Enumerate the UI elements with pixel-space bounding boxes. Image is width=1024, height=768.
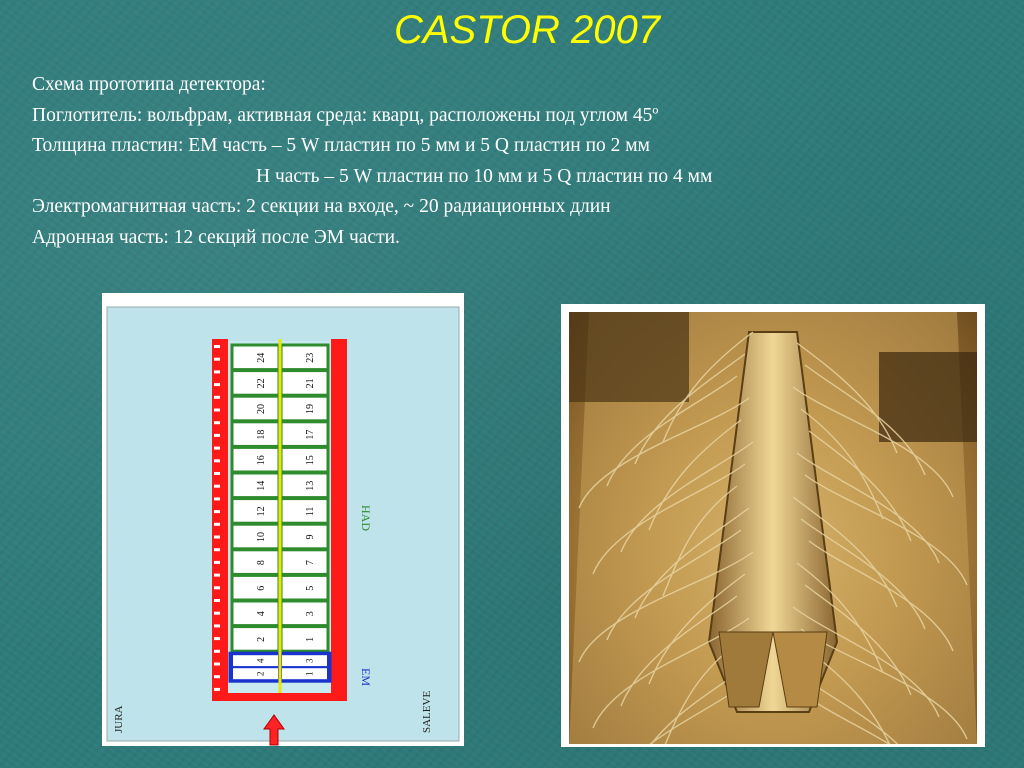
cell-number: 13 (304, 480, 316, 491)
cell-number: 8 (255, 560, 267, 566)
tick-mark (214, 459, 220, 462)
tick-mark (214, 561, 220, 564)
tick-mark (214, 383, 220, 386)
cell-number: 15 (304, 455, 316, 466)
saleve-label: SALEVE (421, 690, 433, 733)
tick-mark (214, 472, 220, 475)
bottom-red-bar (212, 693, 347, 701)
tick-mark (214, 637, 220, 640)
em-label: EM (359, 668, 373, 686)
tick-mark (214, 358, 220, 361)
had-label: HAD (359, 505, 373, 531)
cell-number: 3 (304, 611, 316, 617)
detector-photo-icon (569, 312, 977, 744)
tick-mark (214, 599, 220, 602)
right-red-bar (331, 339, 347, 701)
cell-number: 7 (304, 560, 316, 566)
cell-number: 20 (255, 404, 267, 414)
tick-mark (214, 485, 220, 488)
cell-number: 4 (255, 611, 267, 617)
cell-number: 2 (255, 636, 267, 642)
detector-schematic (102, 293, 464, 746)
em-cell-number: 1 (304, 671, 315, 676)
body-line-6: Адронная часть: 12 секций после ЭМ части. (32, 226, 400, 248)
tick-mark (214, 421, 220, 424)
slide-title: CASTOR 2007 (393, 8, 661, 52)
slide-body (32, 70, 992, 253)
cell-number: 19 (304, 404, 316, 414)
detector-photo-frame (561, 304, 985, 747)
cell-number: 24 (255, 352, 267, 363)
cell-number: 17 (304, 429, 316, 440)
cell-number: 23 (304, 352, 316, 363)
cell-number: 10 (255, 532, 267, 542)
tick-mark (214, 612, 220, 615)
tick-mark (214, 370, 220, 373)
jura-label: JURA (113, 705, 125, 733)
tick-mark (214, 434, 220, 437)
em-cell-number: 3 (304, 658, 315, 663)
cell-number: 21 (304, 378, 316, 389)
tick-mark (214, 650, 220, 653)
cell-number: 1 (304, 636, 316, 642)
body-line-2: Поглотитель: вольфрам, активная среда: кварц, расположены под углом 45º (32, 104, 659, 126)
tick-mark (214, 548, 220, 551)
tick-mark (214, 574, 220, 577)
em-cell-number: 2 (255, 671, 266, 676)
cell-number: 16 (255, 455, 267, 466)
cell-number: 22 (255, 378, 267, 389)
body-line-4: H часть – 5 W пластин по 10 мм и 5 Q пластин по 4 мм (256, 165, 713, 187)
cell-number: 18 (255, 429, 267, 440)
tick-mark (214, 447, 220, 450)
cell-number: 5 (304, 585, 316, 591)
tick-mark (214, 345, 220, 348)
tick-mark (214, 497, 220, 500)
tick-mark (214, 523, 220, 526)
cell-number: 12 (255, 506, 267, 517)
tick-mark (214, 536, 220, 539)
cell-number: 6 (255, 585, 267, 591)
tick-mark (214, 675, 220, 678)
body-line-1: Схема прототипа детектора: (32, 74, 266, 95)
body-line-5: Электромагнитная часть: 2 секции на входе, ~ 20 радиационных длин (32, 196, 611, 217)
tick-mark (214, 510, 220, 513)
body-line-3: Толщина пластин: ЕМ часть – 5 W пластин по 5 мм и 5 Q пластин по 2 мм (32, 135, 650, 156)
tick-mark (214, 396, 220, 399)
tick-mark (214, 586, 220, 589)
schematic-svg (102, 293, 464, 746)
left-red-bar (212, 339, 228, 701)
tick-mark (214, 663, 220, 666)
em-cell-number: 4 (255, 658, 266, 663)
tick-mark (214, 688, 220, 691)
cell-number: 11 (304, 506, 316, 517)
tick-mark (214, 409, 220, 412)
cell-number: 9 (304, 534, 316, 540)
cell-number: 14 (255, 480, 267, 491)
tick-mark (214, 624, 220, 627)
